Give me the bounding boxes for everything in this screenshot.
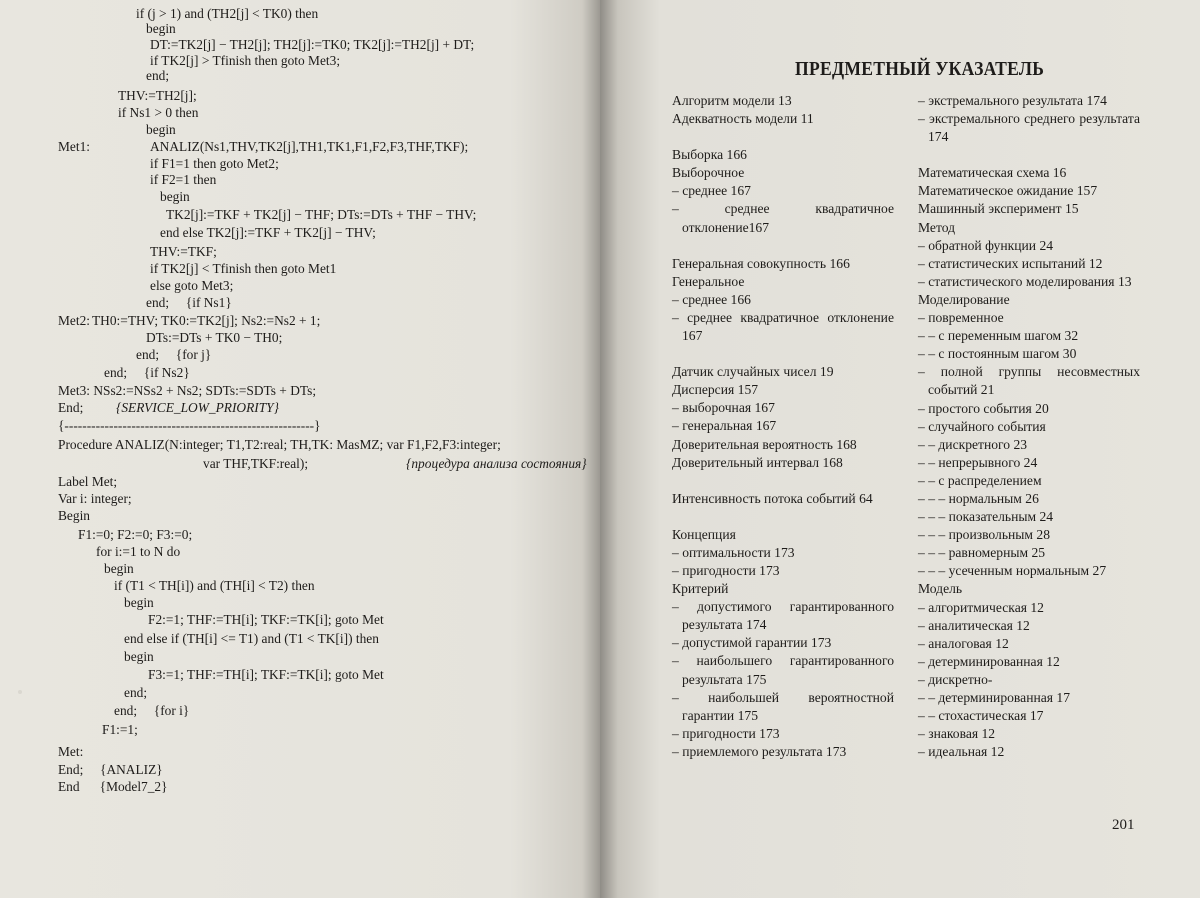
index-gap [672,345,894,363]
code-line: Met3: NSs2:=NSs2 + Ns2; SDTs:=SDTs + DTs; [58,383,317,398]
code-line: begin [146,122,176,137]
index-column-2 [918,92,1140,761]
index-entry: – экстремального результата 174 [918,93,1107,108]
code-line: begin [104,561,134,576]
code-line: begin [146,21,176,36]
index-entry: Выборочное [672,165,745,181]
index-entry: – детерминированная 12 [918,653,1060,669]
code-line: TH0:=THV; TK0:=TK2[j]; Ns2:=Ns2 + 1; [92,313,321,328]
code-line: F2:=1; THF:=TH[i]; TKF:=TK[i]; goto Met [148,612,384,627]
code-line: else goto Met3; [150,278,234,293]
code-line: Met: [58,744,84,759]
index-entry: – полной группы несовместных событий 21 [918,364,1140,398]
index-entry: – повременное [918,310,1004,326]
index-gap [672,237,894,255]
index-entry: – среднее 166 [672,291,751,307]
index-entry: – – – произвольным 28 [918,527,1051,543]
code-line: F3:=1; THF:=TH[i]; TKF:=TK[i]; goto Met [148,667,384,682]
index-entry: Математическая схема 16 [918,165,1067,181]
index-entry: – простого события 20 [918,400,1049,416]
code-line: end; {if Ns1} [146,295,232,310]
code-line: Procedure ANALIZ(N:integer; T1,T2:real; TH,TK: MasMZ; var F1,F2,F3:integer; [58,437,501,452]
index-entry: – генеральная 167 [672,418,777,434]
index-gap [672,508,894,526]
index-entry: Машинный эксперимент 15 [918,201,1079,217]
code-line: if (j > 1) and (TH2[j] < TK0) then [136,6,319,21]
index-entry: Модель [918,581,963,597]
index-entry: – идеальная 12 [918,744,1005,760]
code-line: if Ns1 > 0 then [118,105,199,120]
index-entry: – дискретно- [918,671,993,687]
index-entry: – экстремального среднего результата 174 [918,111,1140,145]
code-line: end else if (TH[i] <= T1) and (T1 < TK[i]) then [124,631,379,646]
code-line: F1:=0; F2:=0; F3:=0; [78,527,193,542]
index-title: ПРЕДМЕТНЫЙ УКАЗАТЕЛЬ [795,58,1045,80]
index-entry: – обратной функции 24 [918,237,1054,253]
index-entry: – наибольшей вероятностной гарантии 175 [672,689,894,723]
code-line: if F2=1 then [150,172,217,187]
code-line: end; {for i} [114,703,190,718]
index-entry: Моделирование [918,291,1010,307]
code-line: F1:=1; [102,722,138,737]
index-entry: – – детерминированная 17 [918,690,1071,705]
index-entry: – аналитическая 12 [918,617,1030,633]
index-entry: – среднее 167 [672,183,751,199]
code-line: begin [160,189,190,204]
index-entry: – – стохастическая 17 [918,708,1044,724]
index-entry: Алгоритм модели 13 [672,93,792,108]
index-entry: – знаковая 12 [918,726,996,742]
index-entry: Датчик случайных чисел 19 [672,364,834,380]
code-line: if (T1 < TH[i]) and (TH[i] < T2) then [114,578,315,593]
index-entry: – допустимого гарантированного результата 174 [672,599,894,633]
code-line: if TK2[j] < Tfinish then goto Met1 [150,261,337,276]
index-entry: – среднее квадратичное отклонение167 [672,201,894,235]
code-line: end; [146,68,170,83]
index-entry: Концепция [672,526,736,542]
index-gap [672,472,894,490]
index-gap [672,128,894,146]
index-entry: – аналоговая 12 [918,635,1009,651]
index-entry: Критерий [672,581,729,597]
index-entry: – статистического моделирования 13 [918,273,1132,289]
code-line: begin [124,649,154,664]
index-entry: Доверительный интервал 168 [672,454,843,470]
index-entry: – – – нормальным 26 [918,490,1039,506]
index-entry: Генеральное [672,273,745,289]
code-line: if F1=1 then goto Met2; [150,156,279,171]
index-entry: – среднее квадратичное отклонение 167 [672,309,894,344]
code-line: End; {ANALIZ} [58,762,163,777]
label-met1: Met1: [58,139,90,154]
code-line: DT:=TK2[j] − TH2[j]; TH2[j]:=TK0; TK2[j]:=TH2[j] + DT; [150,37,475,52]
code-line: begin [124,595,154,610]
index-column-1 [672,92,894,761]
index-entry: Математическое ожидание 157 [918,183,1098,199]
code-line: Begin [58,508,90,523]
index-entry: – случайного события [918,418,1046,434]
index-entry: – – – равномерным 25 [918,545,1046,561]
index-entry: – пригодности 173 [672,562,780,578]
index-entry: Адекватность модели 11 [672,111,814,127]
code-line: ANALIZ(Ns1,THV,TK2[j],TH1,TK1,F1,F2,F3,THF,TKF); [150,139,469,154]
code-line: end; {for j} [136,347,212,362]
index-entry: – статистических испытаний 12 [918,255,1103,271]
code-line: Var i: integer; [58,491,132,506]
index-entry: – – дискретного 23 [918,436,1028,452]
code-line: Label Met; [58,474,118,489]
service-comment: {SERVICE_LOW_PRIORITY} [116,400,279,415]
index-entry: Генеральная совокупность 166 [672,255,850,271]
index-entry: – – с постоянным шагом 30 [918,346,1077,362]
procedure-comment: {процедура анализа состояния} [406,456,587,471]
code-line: End; [58,400,101,415]
code-line: end; {if Ns2} [104,365,190,380]
index-entry: – допустимой гарантии 173 [672,635,832,651]
code-line: DTs:=DTs + TK0 − TH0; [146,330,283,345]
code-line: var THF,TKF:real); [203,456,309,471]
index-entry: Доверительная вероятность 168 [672,436,857,452]
code-line: TK2[j]:=TKF + TK2[j] − THF; DTs:=DTs + THF − THV; [166,207,477,222]
index-entry: – – непрерывного 24 [918,454,1038,470]
index-entry: – оптимальности 173 [672,544,795,560]
code-line: End {Model7_2} [58,779,168,794]
index-entry: Выборка 166 [672,147,747,163]
code-line: if TK2[j] > Tfinish then goto Met3; [150,53,341,68]
code-line: THV:=TH2[j]; [118,88,197,103]
index-entry: Дисперсия 157 [672,382,759,398]
label-met2: Met2: [58,313,90,328]
index-entry: Интенсивность потока событий 64 [672,490,873,506]
code-line: {--------------------------------------------------------} [58,418,321,433]
code-line: end else TK2[j]:=TKF + TK2[j] − THV; [160,225,376,240]
index-entry: – – с распределением [918,472,1042,488]
index-entry: – – – показательным 24 [918,509,1054,525]
page-number: 201 [1112,817,1135,833]
index-entry: – – – усеченным нормальным 27 [918,563,1107,579]
paper-speck [18,690,22,694]
index-entry: – пригодности 173 [672,725,780,741]
index-gap [918,146,1140,164]
code-line: end; [124,685,148,700]
index-entry: Метод [918,219,956,235]
code-line: THV:=TKF; [150,244,217,259]
code-line: for i:=1 to N do [96,544,181,559]
index-entry: – наибольшего гарантированного результата 175 [672,653,894,687]
index-entry: – приемлемого результата 173 [672,743,847,759]
index-entry: – выборочная 167 [672,400,775,416]
index-entry: – – с переменным шагом 32 [918,328,1079,344]
index-entry: – алгоритмическая 12 [918,599,1044,615]
